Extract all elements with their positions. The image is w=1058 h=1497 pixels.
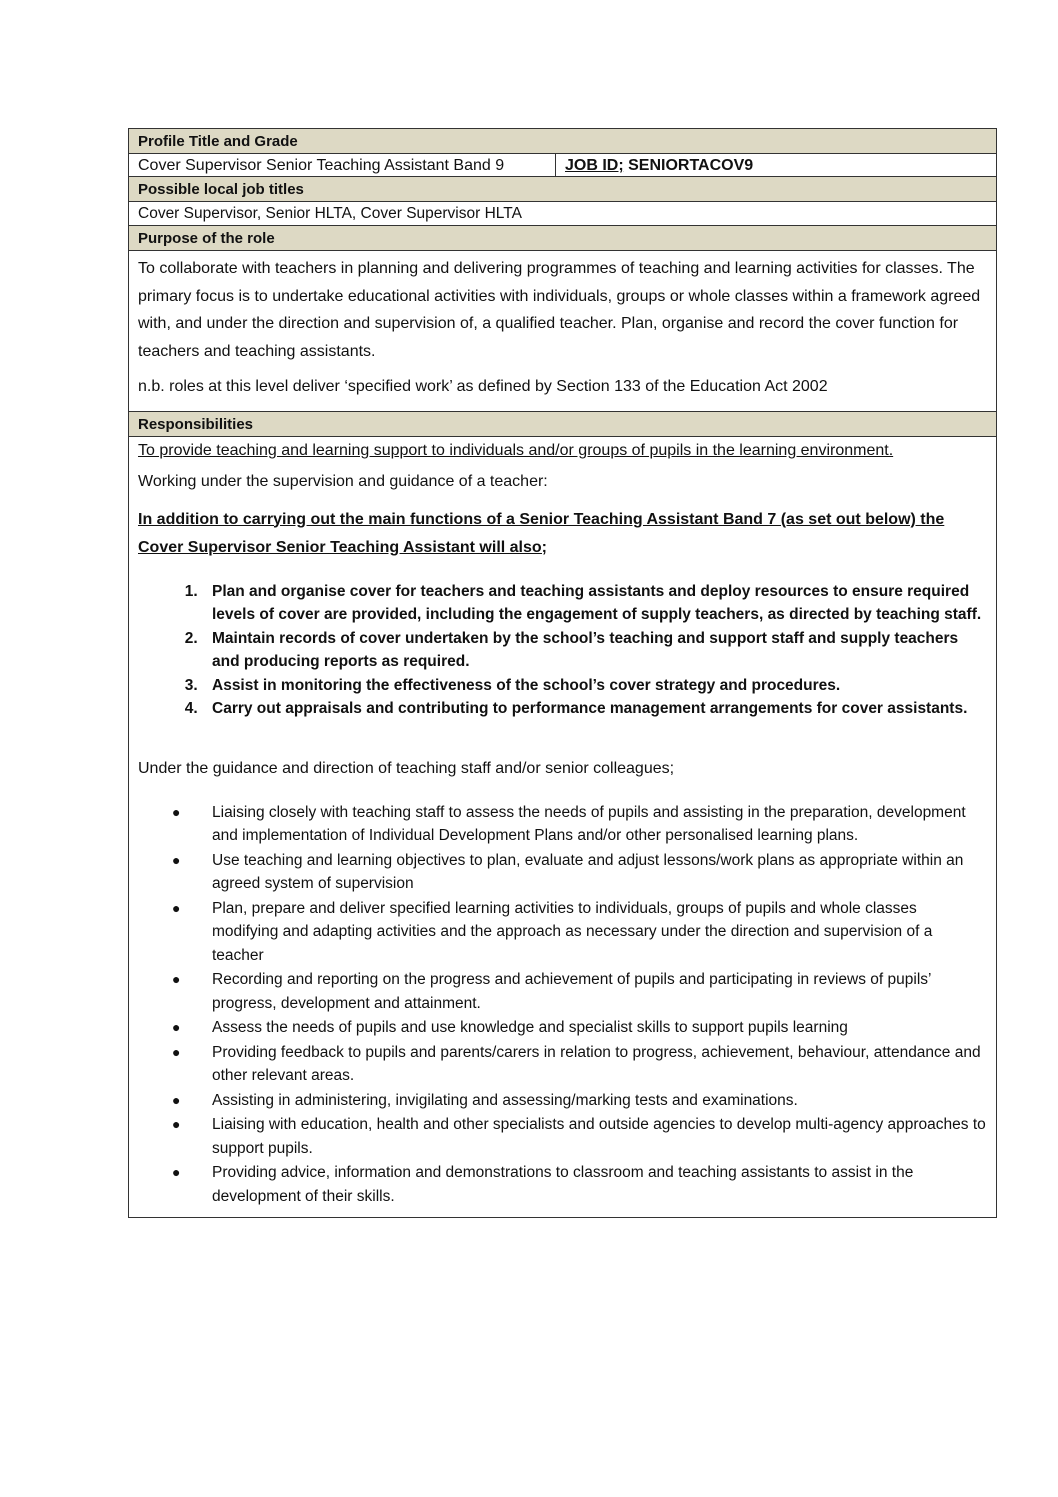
bullet-item: ● Providing advice, information and demonstrations to classroom and teaching assistants to assist in the development of their skills. [202,1161,986,1208]
job-id-value: SENIORTACOV9 [628,157,754,174]
job-id-label: JOB ID; [565,157,624,174]
profile-title-row [129,153,996,176]
numbered-item: 1. Plan and organise cover for teachers and teaching assistants and deploy resources to ensure required levels of cover are provided, including the engagement of supply teachers, as directed by teaching staff. [202,580,986,627]
profile-title: Cover Supervisor Senior Teaching Assistant Band 9 [129,154,556,176]
bullet-item: ● Plan, prepare and deliver specified learning activities to individuals, groups of pupils and whole classes modifying and adapting activities and the approach as necessary under the direction and supervision of a teacher [202,897,986,968]
bullet-item: ● Providing feedback to pupils and parents/carers in relation to progress, achievement, behaviour, attendance and other relevant areas. [202,1041,986,1088]
numbered-item: 4. Carry out appraisals and contributing to performance management arrangements for cover assistants. [202,697,986,721]
bullet-item: ● Liaising with education, health and other specialists and outside agencies to develop multi-agency approaches to support pupils. [202,1113,986,1160]
bullet-icon: ● [172,1019,181,1035]
purpose-section [129,250,996,411]
bullet-item: ● Recording and reporting on the progress and achievement of pupils and participating in reviews of pupils’ progress, development and attainment. [202,968,986,1015]
bullet-icon: ● [172,851,181,868]
bullet-icon: ● [172,1164,181,1180]
numbered-list [138,580,986,721]
guidance-statement: Under the guidance and direction of teaching staff and/or senior colleagues; [138,759,675,777]
responsibilities-header: Responsibilities [129,411,996,436]
bullet-item: ● Use teaching and learning objectives to plan, evaluate and adjust lessons/work plans as appropriate within an agreed system of supervision [202,849,986,896]
bullet-icon: ● [172,1091,181,1108]
bullet-icon: ● [172,1116,181,1132]
purpose-text: To collaborate with teachers in planning and delivering programmes of teaching and learning activities for classes. The primary focus is to undertake educational activities with individuals, groups or whole classes within a framework agreed with, and under the direction and supervision of, a qualified teacher. Plan, organise and record the cover function for teachers and teaching assistants. [138,260,981,360]
bullet-item: ● Liaising closely with teaching staff to assess the needs of pupils and assisting in the preparation, development and implementation of Individual Development Plans and/or other personalised learning plans. [202,801,986,848]
profile-title-header: Profile Title and Grade [129,128,996,153]
numbered-item: 2. Maintain records of cover undertaken by the school’s teaching and support staff and supply teachers and producing reports as required. [202,627,986,674]
working-statement: Working under the supervision and guidance of a teacher: [138,472,548,490]
bullet-icon: ● [172,971,181,987]
bullet-icon: ● [172,803,181,820]
bullet-item: ● Assess the needs of pupils and use knowledge and specialist skills to support pupils learning [202,1016,986,1040]
bullet-icon: ● [172,899,181,916]
responsibilities-heading: To provide teaching and learning support to individuals and/or groups of pupils in the learning environment. [138,441,894,459]
numbered-item: 3. Assist in monitoring the effectiveness of the school’s cover strategy and procedures. [202,674,986,698]
job-id [556,154,753,176]
responsibilities-section [129,436,996,1218]
local-titles: Cover Supervisor, Senior HLTA, Cover Supervisor HLTA [129,201,996,225]
local-titles-header: Possible local job titles [129,176,996,201]
bullet-item: ● Assisting in administering, invigilating and assessing/marking tests and examinations. [202,1089,986,1113]
additional-functions-intro: In addition to carrying out the main functions of a Senior Teaching Assistant Band 7 (as set out below) the Cover Supervisor Senior Teaching Assistant will also; [138,510,945,556]
purpose-note: n.b. roles at this level deliver ‘specified work’ as defined by Section 133 of the Education Act 2002 [138,378,828,395]
job-profile-table [128,128,997,1218]
bullet-list [138,801,986,1209]
bullet-icon: ● [172,1043,181,1060]
purpose-header: Purpose of the role [129,225,996,250]
